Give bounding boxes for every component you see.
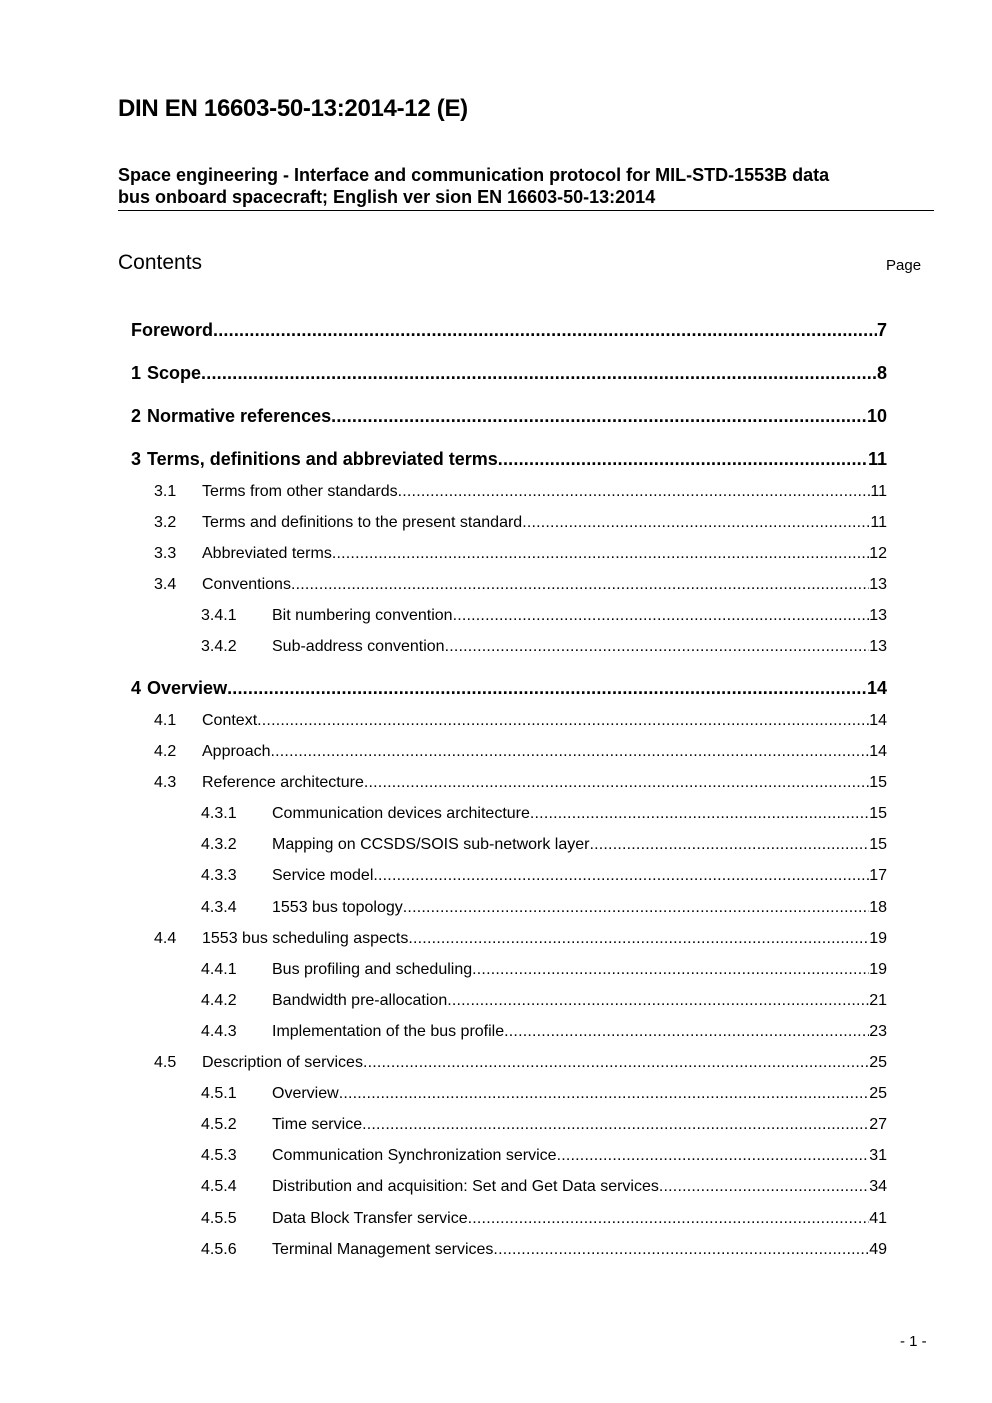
toc-leader-dots [363, 1054, 869, 1072]
toc-entry-page: 19 [869, 930, 887, 947]
toc-entry-label: Distribution and acquisition: Set and Get Data services [272, 1178, 659, 1195]
toc-entry-4-5[interactable] [154, 1054, 887, 1072]
toc-entry-label: Bit numbering convention [272, 607, 453, 624]
toc-leader-dots [332, 545, 869, 563]
page-column-heading: Page [886, 257, 922, 274]
toc-entry-number: 3.2 [154, 514, 177, 531]
toc-entry-label: Sub-address convention [272, 638, 445, 655]
toc-entry-4-3-3[interactable] [201, 867, 887, 885]
toc-entry-3-1[interactable] [154, 483, 887, 501]
toc-leader-dots [339, 1085, 870, 1103]
toc-entry-page: 11 [867, 449, 887, 469]
toc-entry-4-3-4[interactable] [201, 899, 887, 917]
toc-entry-3[interactable] [131, 449, 887, 470]
toc-entry-page: 15 [869, 805, 887, 822]
toc-entry-number: 4.5.3 [201, 1147, 237, 1164]
toc-entry-number: 4.5.1 [201, 1085, 237, 1102]
toc-entry-page: 17 [869, 867, 887, 884]
toc-entry-4-5-4[interactable] [201, 1178, 887, 1196]
toc-leader-dots [291, 576, 869, 594]
toc-leader-dots [498, 449, 868, 470]
toc-leader-dots [447, 992, 869, 1010]
toc-entry-page: 11 [870, 483, 887, 500]
toc-entry-4-5-6[interactable] [201, 1241, 887, 1259]
toc-leader-dots [201, 363, 877, 384]
toc-entry-4-3[interactable] [154, 774, 887, 792]
toc-entry-3-4-1[interactable] [201, 607, 887, 625]
toc-entry-number: 4.5.5 [201, 1210, 237, 1227]
toc-entry-label: Data Block Transfer service [272, 1210, 468, 1227]
toc-entry-number: 4.4.1 [201, 961, 237, 978]
toc-entry-label: Description of services [202, 1054, 363, 1071]
toc-entry-page: 8 [876, 363, 887, 383]
toc-entry-label: Time service [272, 1116, 363, 1133]
toc-entry-label: Terminal Management services [272, 1241, 494, 1258]
toc-entry-label: Communication devices architecture [272, 805, 530, 822]
toc-entry-4-2[interactable] [154, 743, 887, 761]
toc-entry-4-5-1[interactable] [201, 1085, 887, 1103]
toc-entry-label: Foreword [131, 320, 214, 340]
toc-entry-page: 27 [869, 1116, 887, 1133]
toc-entry-page: 21 [869, 992, 887, 1009]
toc-entry-number: 4.1 [154, 712, 177, 729]
contents-heading: Contents [118, 251, 203, 274]
toc-entry-page: 14 [869, 712, 887, 729]
toc-leader-dots [589, 836, 869, 854]
toc-entry-label: Mapping on CCSDS/SOIS sub-network layer [272, 836, 590, 853]
toc-entry-label: 1553 bus topology [272, 899, 403, 916]
toc-entry-4-5-2[interactable] [201, 1116, 887, 1134]
toc-leader-dots [373, 867, 869, 885]
toc-entry-label: Context [202, 712, 258, 729]
toc-entry-label: 1553 bus scheduling aspects [202, 930, 409, 947]
toc-entry-label: Abbreviated terms [202, 545, 332, 562]
toc-leader-dots [398, 483, 871, 501]
toc-entry-number: 4.5 [154, 1054, 177, 1071]
toc-entry-page: 25 [869, 1085, 887, 1102]
toc-entry-number: 3.4 [154, 576, 177, 593]
toc-entry-page: 25 [869, 1054, 887, 1071]
toc-entry-number: 3.4.2 [201, 638, 237, 655]
toc-entry-number: 3.1 [154, 483, 177, 500]
toc-entry-number: 4 [131, 678, 142, 698]
toc-leader-dots [453, 607, 870, 625]
toc-entry-page: 19 [869, 961, 887, 978]
toc-entry-label: Terms, definitions and abbreviated terms [147, 449, 498, 469]
toc-leader-dots [504, 1023, 869, 1041]
toc-entry-label: Overview [272, 1085, 339, 1102]
toc-entry-4-1[interactable] [154, 712, 887, 730]
toc-entry-label: Scope [147, 363, 202, 383]
toc-leader-dots [213, 320, 877, 341]
toc-entry-2[interactable] [131, 406, 887, 427]
toc-entry-label: Approach [202, 743, 271, 760]
toc-entry-number: 1 [131, 363, 142, 383]
toc-entry-4-3-1[interactable] [201, 805, 887, 823]
toc-entry-number: 4.4.3 [201, 1023, 237, 1040]
page-number: - 1 - [900, 1333, 927, 1350]
toc-entry-label: Communication Synchronization service [272, 1147, 557, 1164]
toc-leader-dots [468, 1210, 870, 1228]
toc-entry-4-5-3[interactable] [201, 1147, 887, 1165]
toc-leader-dots [522, 514, 870, 532]
toc-entry-3-3[interactable] [154, 545, 887, 563]
toc-leader-dots [408, 930, 869, 948]
toc-leader-dots [472, 961, 869, 979]
toc-leader-dots [331, 406, 867, 427]
toc-entry-number: 4.5.2 [201, 1116, 237, 1133]
toc-entry-label: Terms from other standards [202, 483, 398, 500]
toc-entry-4-4[interactable] [154, 930, 887, 948]
toc-leader-dots [227, 678, 867, 699]
toc-leader-dots [364, 774, 869, 792]
toc-leader-dots [403, 899, 869, 917]
toc-entry-foreword[interactable] [131, 320, 887, 341]
toc-entry-page: 14 [866, 678, 887, 698]
toc-entry-4[interactable] [131, 678, 887, 699]
toc-entry-page: 13 [869, 576, 887, 593]
toc-entry-number: 4.4 [154, 930, 177, 947]
toc-entry-number: 4.5.4 [201, 1178, 237, 1195]
document-title-line-2: bus onboard spacecraft; English ver sion EN 16603-50-13:2014 [118, 187, 656, 207]
toc-entry-label: Implementation of the bus profile [272, 1023, 505, 1040]
toc-entry-number: 4.3 [154, 774, 177, 791]
toc-entry-page: 15 [869, 836, 887, 853]
toc-entry-number: 4.3.2 [201, 836, 237, 853]
toc-leader-dots [271, 743, 870, 761]
toc-entry-3-4[interactable] [154, 576, 887, 594]
toc-entry-3-2[interactable] [154, 514, 887, 532]
toc-entry-page: 13 [869, 638, 887, 655]
toc-entry-label: Terms and definitions to the present standard [202, 514, 523, 531]
document-title-line-1: Space engineering - Interface and communication protocol for MIL-STD-1553B data [118, 165, 830, 185]
toc-entry-number: 4.4.2 [201, 992, 237, 1009]
toc-entry-number: 3.4.1 [201, 607, 237, 624]
toc-leader-dots [257, 712, 869, 730]
toc-entry-page: 13 [869, 607, 887, 624]
toc-entry-page: 14 [869, 743, 887, 760]
toc-entry-label: Bandwidth pre-allocation [272, 992, 448, 1009]
toc-entry-page: 49 [869, 1241, 887, 1258]
toc-entry-label: Reference architecture [202, 774, 364, 791]
toc-leader-dots [493, 1241, 869, 1259]
toc-entry-4-4-1[interactable] [201, 961, 887, 979]
toc-leader-dots [530, 805, 869, 823]
toc-leader-dots [659, 1178, 869, 1196]
toc-entry-3-4-2[interactable] [201, 638, 887, 656]
toc-entry-4-4-3[interactable] [201, 1023, 887, 1041]
toc-leader-dots [445, 638, 870, 656]
toc-leader-dots [557, 1147, 870, 1165]
toc-entry-page: 23 [869, 1023, 887, 1040]
toc-entry-label: Normative references [147, 406, 332, 426]
toc-entry-page: 15 [869, 774, 887, 791]
toc-entry-page: 31 [869, 1147, 887, 1164]
toc-entry-number: 4.3.4 [201, 899, 237, 916]
toc-entry-number: 3.3 [154, 545, 177, 562]
toc-entry-page: 34 [869, 1178, 887, 1195]
toc-entry-label: Service model [272, 867, 374, 884]
toc-entry-page: 11 [870, 514, 887, 531]
toc-entry-page: 12 [869, 545, 887, 562]
toc-entry-number: 4.5.6 [201, 1241, 237, 1258]
toc-entry-number: 3 [131, 449, 142, 469]
toc-entry-label: Overview [147, 678, 228, 698]
toc-entry-4-5-5[interactable] [201, 1210, 887, 1228]
toc-entry-4-3-2[interactable] [201, 836, 887, 854]
toc-entry-page: 7 [876, 320, 887, 340]
toc-entry-page: 10 [866, 406, 887, 426]
toc-entry-1[interactable] [131, 363, 887, 384]
toc-entry-4-4-2[interactable] [201, 992, 887, 1010]
toc-leader-dots [362, 1116, 869, 1134]
toc-entry-number: 4.3.1 [201, 805, 237, 822]
toc-entry-number: 4.2 [154, 743, 177, 760]
toc-entry-label: Conventions [202, 576, 291, 593]
document-id: DIN EN 16603-50-13:2014-12 (E) [118, 95, 468, 122]
toc-entry-number: 2 [131, 406, 142, 426]
toc-entry-label: Bus profiling and scheduling [272, 961, 473, 978]
toc-entry-page: 18 [869, 899, 887, 916]
toc-entry-page: 41 [869, 1210, 887, 1227]
toc-entry-number: 4.3.3 [201, 867, 237, 884]
